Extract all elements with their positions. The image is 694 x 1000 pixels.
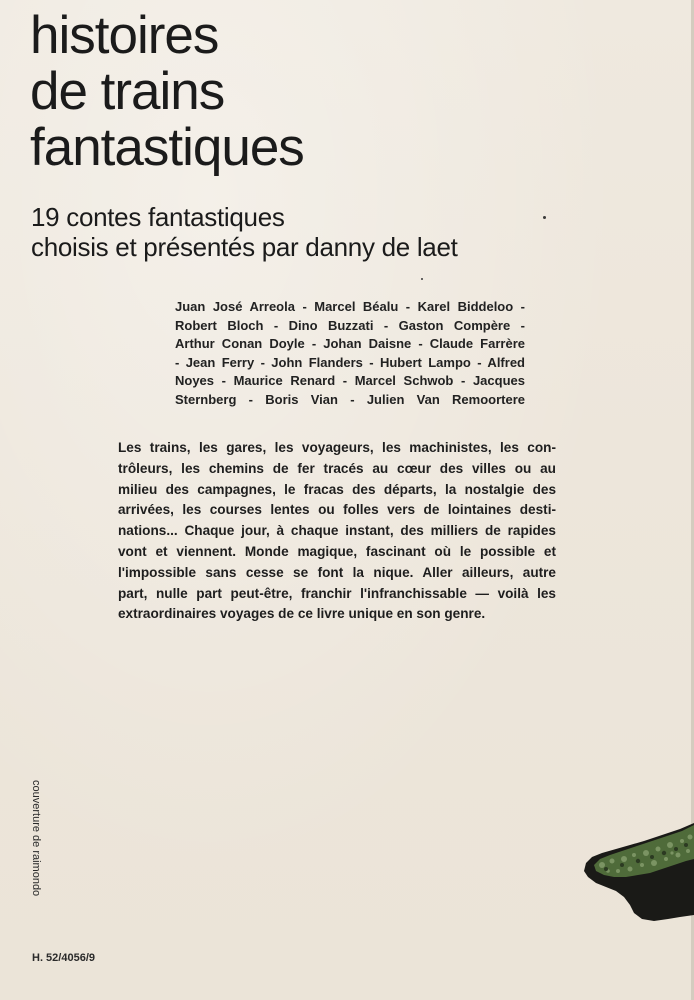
author-list: [175, 298, 525, 410]
blurb-line: arrivées, les courses lentes ou folles vers de lointaines desti-: [118, 502, 556, 518]
blurb-line: vont et viennent. Monde magique, fascinant où le possible et: [118, 543, 556, 559]
cover-illustration-fragment: [572, 815, 694, 930]
blurb-line: trôleurs, les chemins de fer tracés au cœur des villes ou au: [118, 460, 556, 476]
book-title: [30, 8, 304, 176]
cover-credit: couverture de raimondo: [30, 780, 42, 897]
blurb-line: extraordinaires voyages de ce livre unique en son genre.: [118, 606, 486, 622]
blurb-paragraph: [118, 438, 556, 625]
author-line: Juan José Arreola - Marcel Béalu - Karel Biddeloo -: [175, 299, 525, 314]
book-subtitle: [31, 202, 458, 262]
author-line: Noyes - Maurice Renard - Marcel Schwob - Jacques: [175, 373, 525, 389]
paper-speck: [543, 216, 546, 219]
title-line: de trains: [30, 62, 225, 121]
blurb-line: part, nulle part peut-être, franchir l'infranchissable — voilà les: [118, 585, 556, 601]
author-line: - Jean Ferry - John Flanders - Hubert Lampo - Alfred: [175, 354, 525, 370]
blurb-line: nations... Chaque jour, à chaque instant, des milliers de rapides: [118, 523, 556, 539]
blurb-line: l'impossible sans cesse se font la nique. Aller ailleurs, autre: [118, 564, 556, 580]
author-line: Arthur Conan Doyle - Johan Daisne - Claude Farrère: [175, 336, 525, 352]
subtitle-line: choisis et présentés par danny de laet: [31, 232, 458, 262]
paper-speck: [421, 278, 423, 280]
subtitle-line: 19 contes fantastiques: [31, 202, 285, 232]
title-line: fantastiques: [30, 118, 304, 177]
blurb-line: milieu des campagnes, le fracas des départs, la nostalgie des: [118, 481, 556, 497]
author-line: Robert Bloch - Dino Buzzati - Gaston Compère -: [175, 317, 525, 333]
title-line: histoires: [30, 6, 219, 65]
blurb-line: Les trains, les gares, les voyageurs, les machinistes, les con-: [118, 440, 556, 455]
author-line: Sternberg - Boris Vian - Julien Van Remoortere: [175, 391, 525, 407]
catalog-code: H. 52/4056/9: [32, 952, 95, 964]
